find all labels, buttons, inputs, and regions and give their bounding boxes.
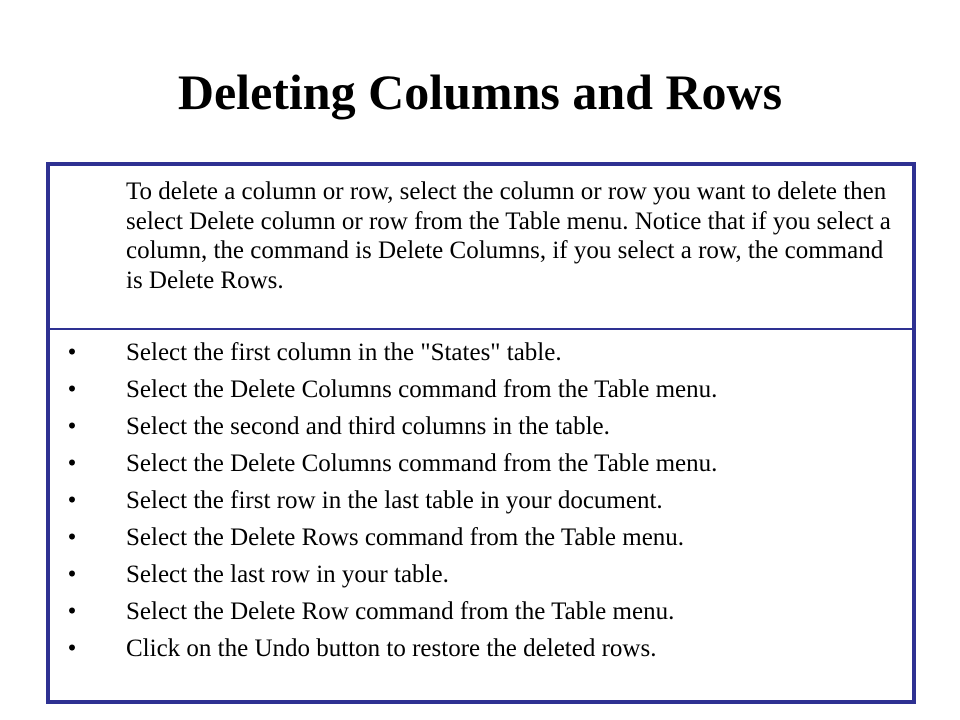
list-item [50,482,912,519]
list-item [50,371,912,408]
list-item [50,445,912,482]
list-item [50,519,912,556]
bullet-list [50,334,912,667]
list-item [50,630,912,667]
bullet-icon: • [67,561,77,588]
bullet-text: Select the last row in your table. [126,561,449,588]
bullet-text: Click on the Undo button to restore the deleted rows. [126,635,657,662]
bullet-text: Select the second and third columns in the table. [126,413,610,440]
bullet-text: Select the first column in the "States" table. [126,339,562,366]
bullet-text: Select the Delete Rows command from the Table menu. [126,524,685,551]
list-item [50,334,912,371]
intro-text: To delete a column or row, select the column or row you want to delete then select Delete column or row from the Table menu. Notice that if you select a column, the command is Delete Columns, if you select a row, the command is Delete Rows. [126,178,891,294]
bullet-text: Select the Delete Columns command from the Table menu. [126,376,718,403]
bullet-icon: • [67,376,77,403]
bullet-text: Select the Delete Row command from the Table menu. [126,598,675,625]
bullet-text: Select the first row in the last table in your document. [126,487,663,514]
list-item [50,556,912,593]
bullet-icon: • [67,339,77,366]
bullet-text: Select the Delete Columns command from the Table menu. [126,450,718,477]
bullet-icon: • [67,450,77,477]
bullet-icon: • [67,598,77,625]
list-item [50,593,912,630]
slide-title: Deleting Columns and Rows [177,64,783,120]
content-box [46,162,916,704]
bullet-icon: • [67,487,77,514]
list-item [50,408,912,445]
intro-section [50,166,912,330]
bullet-icon: • [67,524,77,551]
bullet-icon: • [67,413,77,440]
bullet-icon: • [67,635,77,662]
